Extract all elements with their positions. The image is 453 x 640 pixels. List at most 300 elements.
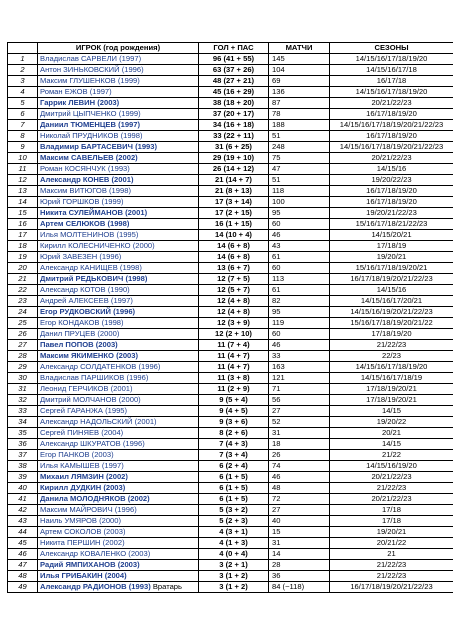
player-name: Александр ШКУРАТОВ: [40, 439, 121, 448]
table-row: [8, 230, 453, 241]
player-cell: [38, 318, 199, 329]
table-row: [8, 153, 453, 164]
table-row: [8, 76, 453, 87]
goals-assists-cell: 63 (37 + 26): [199, 65, 269, 76]
player-cell: [38, 296, 199, 307]
matches-cell: 46: [269, 230, 330, 241]
player-cell: [38, 186, 199, 197]
goals-assists-cell: 8 (2 + 6): [199, 428, 269, 439]
player-birth-year: (2003): [103, 527, 126, 536]
player-cell: [38, 230, 199, 241]
goals-assists-cell: 4 (3 + 1): [199, 527, 269, 538]
row-number: 13: [8, 186, 38, 197]
player-cell: [38, 65, 199, 76]
seasons-cell: 17/18/19/20/21: [330, 384, 453, 395]
row-number: 45: [8, 538, 38, 549]
player-birth-year: (2002): [102, 538, 125, 547]
matches-cell: 27: [269, 406, 330, 417]
player-cell: [38, 307, 199, 318]
goals-assists-cell: 6 (1 + 5): [199, 472, 269, 483]
goals-assists-cell: 14 (6 + 8): [199, 241, 269, 252]
player-name: Владимир БАРТАСЕВИЧ: [40, 142, 133, 151]
goals-assists-cell: 14 (10 + 4): [199, 230, 269, 241]
player-name: Павел ПОПОВ: [40, 340, 94, 349]
table-row: [8, 329, 453, 340]
player-birth-year: (1998): [125, 274, 148, 283]
matches-cell: 47: [269, 164, 330, 175]
goals-assists-cell: 21 (8 + 13): [199, 186, 269, 197]
player-name: Илья КАМЫШЕВ: [40, 461, 100, 470]
row-number: 27: [8, 340, 38, 351]
matches-cell: 60: [269, 263, 330, 274]
goals-assists-cell: 11 (4 + 7): [199, 362, 269, 373]
player-name: Данил ПРУЦЕВ: [40, 329, 96, 338]
player-name: Максим МАЙРОВИЧ: [40, 505, 113, 514]
seasons-cell: 14/15/20/21: [330, 230, 453, 241]
player-birth-year: (1995): [116, 230, 139, 239]
goals-assists-cell: 13 (6 + 7): [199, 263, 269, 274]
row-number: 28: [8, 351, 38, 362]
player-birth-year: (1996): [138, 362, 161, 371]
player-cell: [38, 527, 199, 538]
matches-cell: 60: [269, 219, 330, 230]
player-name: Кирилл ДУДКИН: [40, 483, 102, 492]
goals-assists-cell: 37 (20 + 17): [199, 109, 269, 120]
player-name: Даниил ТЮМЕНЦЕВ: [40, 120, 116, 129]
goals-assists-cell: 3 (1 + 2): [199, 582, 269, 593]
row-number: 5: [8, 98, 38, 109]
table-row: [8, 98, 453, 109]
player-birth-year: (2000): [118, 395, 141, 404]
seasons-cell: 16/17/18/19/20: [330, 197, 453, 208]
player-birth-year: (1996): [113, 307, 136, 316]
row-number: 38: [8, 461, 38, 472]
row-number: 31: [8, 384, 38, 395]
goals-assists-cell: 48 (27 + 21): [199, 76, 269, 87]
player-cell: [38, 263, 199, 274]
player-name: Александр НАДОЛЬСКИЙ: [40, 417, 133, 426]
row-number: 12: [8, 175, 38, 186]
matches-cell: 113: [269, 274, 330, 285]
goals-assists-cell: 11 (4 + 7): [199, 351, 269, 362]
seasons-cell: 17/18: [330, 516, 453, 527]
player-name: Александр СОЛДАТЕНКОВ: [40, 362, 137, 371]
seasons-cell: 21/22: [330, 450, 453, 461]
player-name: Максим САВЕЛЬЕВ: [40, 153, 114, 162]
player-name: Егор КОНДАКОВ: [40, 318, 100, 327]
player-name: Сергей ПИНЯЕВ: [40, 428, 100, 437]
goals-assists-cell: 11 (2 + 9): [199, 384, 269, 395]
seasons-cell: 17/18/19: [330, 241, 453, 252]
player-name: Александр КАНИЩЕВ: [40, 263, 118, 272]
player-cell: [38, 329, 199, 340]
matches-cell: 28: [269, 560, 330, 571]
table-row: [8, 450, 453, 461]
player-name: Никита ПЕРШИН: [40, 538, 101, 547]
matches-cell: 51: [269, 175, 330, 186]
table-row: [8, 373, 453, 384]
matches-cell: 15: [269, 527, 330, 538]
row-number: 15: [8, 208, 38, 219]
goals-assists-cell: 38 (18 + 20): [199, 98, 269, 109]
player-cell: [38, 120, 199, 131]
goals-assists-cell: 11 (7 + 4): [199, 340, 269, 351]
player-birth-year: (2003): [128, 549, 151, 558]
player-name: Егор ПАНКОВ: [40, 450, 90, 459]
seasons-cell: 21/22/23: [330, 483, 453, 494]
player-birth-year: (2003): [97, 98, 120, 107]
seasons-cell: 21/22/23: [330, 560, 453, 571]
seasons-cell: 16/17/18/19/20/21/22/23: [330, 274, 453, 285]
player-name: Максим ЯКИМЕНКО: [40, 351, 114, 360]
row-number: 23: [8, 296, 38, 307]
seasons-cell: 21/22/23: [330, 340, 453, 351]
player-cell: [38, 54, 199, 65]
goals-assists-cell: 3 (1 + 2): [199, 571, 269, 582]
player-cell: [38, 241, 199, 252]
player-birth-year: (1998): [109, 186, 131, 195]
player-name: Артем СЕЛЮКОВ: [40, 219, 106, 228]
row-number: 35: [8, 428, 38, 439]
player-cell: [38, 87, 199, 98]
row-number: 26: [8, 329, 38, 340]
matches-cell: 104: [269, 65, 330, 76]
matches-cell: 48: [269, 483, 330, 494]
matches-cell: 51: [269, 131, 330, 142]
seasons-cell: 20/21/22/23: [330, 472, 453, 483]
goals-assists-cell: 34 (16 + 18): [199, 120, 269, 131]
matches-cell: 33: [269, 351, 330, 362]
player-cell: [38, 219, 199, 230]
player-birth-year: (1996): [114, 505, 137, 514]
player-cell: [38, 395, 199, 406]
player-name: Артем СОКОЛОВ: [40, 527, 102, 536]
player-stats-table: [7, 42, 453, 593]
player-birth-year: (2003): [116, 351, 139, 360]
table-row: [8, 384, 453, 395]
matches-cell: 46: [269, 472, 330, 483]
matches-cell: 100: [269, 197, 330, 208]
goals-assists-cell: 9 (3 + 6): [199, 417, 269, 428]
player-birth-year: (2002): [127, 494, 150, 503]
row-number: 1: [8, 54, 38, 65]
matches-cell: 188: [269, 120, 330, 131]
row-number: 29: [8, 362, 38, 373]
goals-assists-cell: 12 (2 + 10): [199, 329, 269, 340]
row-number: 40: [8, 483, 38, 494]
player-birth-year: (1993): [107, 164, 130, 173]
player-birth-year: (1999): [101, 197, 124, 206]
player-name: Александр КОТОВ: [40, 285, 106, 294]
row-number: 34: [8, 417, 38, 428]
goals-assists-cell: 12 (7 + 5): [199, 274, 269, 285]
row-number: 7: [8, 120, 38, 131]
player-name: Антон ЗИНЬКОВСКИЙ: [40, 65, 120, 74]
goals-assists-cell: 4 (0 + 4): [199, 549, 269, 560]
player-cell: [38, 131, 199, 142]
player-birth-year: (1997): [101, 461, 124, 470]
matches-cell: 14: [269, 549, 330, 560]
player-name: Илья ГРИБАКИН: [40, 571, 103, 580]
goals-assists-cell: 31 (6 + 25): [199, 142, 269, 153]
row-number: 48: [8, 571, 38, 582]
row-number: 24: [8, 307, 38, 318]
row-number: 43: [8, 516, 38, 527]
table-row: [8, 505, 453, 516]
table-row: [8, 274, 453, 285]
player-birth-year: (1999): [118, 109, 141, 118]
seasons-cell: 16/17/18: [330, 76, 453, 87]
seasons-cell: 14/15/16: [330, 285, 453, 296]
table-row: [8, 527, 453, 538]
player-birth-year: (2001): [134, 417, 157, 426]
player-name: Сергей ГАРАНЖА: [40, 406, 103, 415]
seasons-cell: 14/15/16/17/18/19/20: [330, 87, 453, 98]
player-birth-year: (1996): [126, 373, 149, 382]
seasons-cell: 14/15/16: [330, 164, 453, 175]
seasons-cell: 20/21: [330, 428, 453, 439]
player-name: Максим ВИТЮГОВ: [40, 186, 107, 195]
matches-cell: 84 (~118): [269, 582, 330, 593]
goals-assists-cell: 12 (3 + 9): [199, 318, 269, 329]
player-birth-year: (1998): [119, 263, 142, 272]
table-row: [8, 318, 453, 329]
player-cell: [38, 417, 199, 428]
matches-cell: 27: [269, 505, 330, 516]
goals-assists-cell: 5 (3 + 2): [199, 505, 269, 516]
row-number: 21: [8, 274, 38, 285]
table-row: [8, 494, 453, 505]
player-name: Никита СУЛЕЙМАНОВ: [40, 208, 124, 217]
row-number: 20: [8, 263, 38, 274]
player-cell: [38, 142, 199, 153]
player-birth-year: (2002): [115, 153, 138, 162]
matches-cell: 61: [269, 285, 330, 296]
row-number: 46: [8, 549, 38, 560]
table-row: [8, 351, 453, 362]
seasons-cell: 14/15/16/17/18: [330, 65, 453, 76]
matches-cell: 121: [269, 373, 330, 384]
goals-assists-cell: 9 (5 + 4): [199, 395, 269, 406]
header-number: [8, 43, 38, 54]
player-cell: [38, 428, 199, 439]
table-row: [8, 54, 453, 65]
row-number: 18: [8, 241, 38, 252]
table-row: [8, 461, 453, 472]
player-name: Михаил ЛЯМЗИН: [40, 472, 104, 481]
player-cell: [38, 373, 199, 384]
seasons-cell: 20/21/22/23: [330, 153, 453, 164]
matches-cell: 56: [269, 395, 330, 406]
seasons-cell: 19/20/22: [330, 417, 453, 428]
row-number: 42: [8, 505, 38, 516]
seasons-cell: 14/15/16/17/18/19: [330, 373, 453, 384]
table-row: [8, 197, 453, 208]
player-birth-year: (2002): [105, 472, 128, 481]
row-number: 33: [8, 406, 38, 417]
table-row: [8, 241, 453, 252]
goals-assists-cell: 12 (5 + 7): [199, 285, 269, 296]
goals-assists-cell: 45 (16 + 29): [199, 87, 269, 98]
player-name: Кирилл КОЛЕСНИЧЕНКО: [40, 241, 131, 250]
matches-cell: 71: [269, 384, 330, 395]
player-cell: [38, 274, 199, 285]
seasons-cell: 19/20/22/23: [330, 175, 453, 186]
seasons-cell: 15/16/17/18/19/20/21: [330, 263, 453, 274]
player-birth-year: (2003): [95, 340, 118, 349]
table-row: [8, 428, 453, 439]
matches-cell: 46: [269, 340, 330, 351]
goals-assists-cell: 7 (3 + 4): [199, 450, 269, 461]
table-row: [8, 131, 453, 142]
player-birth-year: (1998): [120, 131, 143, 140]
player-name: Максим ГЛУШЕНКОВ: [40, 76, 116, 85]
table-row: [8, 164, 453, 175]
player-name: Дмитрий РЕДЬКОВИЧ: [40, 274, 124, 283]
player-cell: [38, 516, 199, 527]
goals-assists-cell: 12 (4 + 8): [199, 307, 269, 318]
matches-cell: 18: [269, 439, 330, 450]
table-row: [8, 175, 453, 186]
row-number: 9: [8, 142, 38, 153]
seasons-cell: 19/20/21: [330, 527, 453, 538]
seasons-cell: 15/16/17/18/21/22/23: [330, 219, 453, 230]
table-row: [8, 571, 453, 582]
table-body: [8, 54, 453, 593]
player-cell: [38, 351, 199, 362]
goals-assists-cell: 29 (19 + 10): [199, 153, 269, 164]
matches-cell: 95: [269, 208, 330, 219]
player-cell: [38, 406, 199, 417]
player-birth-year: (2000): [132, 241, 155, 250]
matches-cell: 72: [269, 494, 330, 505]
goals-assists-cell: 6 (2 + 4): [199, 461, 269, 472]
player-birth-year: (1997): [89, 87, 112, 96]
player-cell: [38, 472, 199, 483]
table-row: [8, 109, 453, 120]
seasons-cell: 14/15/16/17/18/19/20: [330, 54, 453, 65]
player-cell: [38, 98, 199, 109]
row-number: 8: [8, 131, 38, 142]
row-number: 19: [8, 252, 38, 263]
goals-assists-cell: 9 (4 + 5): [199, 406, 269, 417]
goals-assists-cell: 26 (14 + 12): [199, 164, 269, 175]
player-name: Андрей АЛЕКСЕЕВ: [40, 296, 109, 305]
seasons-cell: 16/17/18/19/20: [330, 186, 453, 197]
table-row: [8, 186, 453, 197]
table-row: [8, 208, 453, 219]
seasons-cell: 16/17/18/19/20: [330, 131, 453, 142]
matches-cell: 36: [269, 571, 330, 582]
row-number: 36: [8, 439, 38, 450]
player-name: Александр КОНЕВ: [40, 175, 110, 184]
player-birth-year: (2004): [101, 428, 124, 437]
table-row: [8, 296, 453, 307]
table-row: [8, 560, 453, 571]
header-matches: МАТЧИ: [269, 43, 330, 54]
player-birth-year: (2000): [99, 516, 122, 525]
player-birth-year: (1996): [122, 439, 145, 448]
player-name: Данила МОЛОДНЯКОВ: [40, 494, 126, 503]
goals-assists-cell: 17 (2 + 15): [199, 208, 269, 219]
player-name: Леонид ГЕРЧИКОВ: [40, 384, 109, 393]
player-birth-year: (2004): [104, 571, 127, 580]
goals-assists-cell: 6 (1 + 5): [199, 494, 269, 505]
row-number: 25: [8, 318, 38, 329]
table-row: [8, 263, 453, 274]
player-birth-year: (1998): [107, 219, 130, 228]
row-number: 30: [8, 373, 38, 384]
table-row: [8, 549, 453, 560]
player-birth-year: (1993): [135, 142, 158, 151]
player-birth-year: (1993): [128, 582, 151, 591]
player-cell: [38, 505, 199, 516]
table-row: [8, 538, 453, 549]
stats-sheet: [7, 42, 453, 593]
player-name: Владислав ПАРШИКОВ: [40, 373, 125, 382]
matches-cell: 31: [269, 428, 330, 439]
header-row: [8, 43, 453, 54]
table-row: [8, 582, 453, 593]
row-number: 22: [8, 285, 38, 296]
player-name: Николай ПРУДНИКОВ: [40, 131, 119, 140]
seasons-cell: 14/15/16/17/20/21: [330, 296, 453, 307]
player-cell: [38, 362, 199, 373]
table-row: [8, 65, 453, 76]
player-cell: [38, 197, 199, 208]
goals-assists-cell: 14 (6 + 8): [199, 252, 269, 263]
player-name: Егор РУДКОВСКИЙ: [40, 307, 111, 316]
row-number: 14: [8, 197, 38, 208]
table-row: [8, 142, 453, 153]
row-number: 16: [8, 219, 38, 230]
row-number: 32: [8, 395, 38, 406]
seasons-cell: 14/15/16/17/18/19/20/21/22/23: [330, 142, 453, 153]
table-row: [8, 362, 453, 373]
table-row: [8, 483, 453, 494]
player-cell: [38, 340, 199, 351]
goals-assists-cell: 7 (4 + 3): [199, 439, 269, 450]
player-birth-year: (2003): [117, 560, 140, 569]
player-birth-year: (1998): [101, 318, 124, 327]
table-row: [8, 285, 453, 296]
player-birth-year: (2000): [97, 329, 120, 338]
player-birth-year: (1996): [99, 252, 122, 261]
player-cell: [38, 439, 199, 450]
player-birth-year: (1997): [119, 54, 142, 63]
goals-assists-cell: 21 (14 + 7): [199, 175, 269, 186]
row-number: 2: [8, 65, 38, 76]
row-number: 49: [8, 582, 38, 593]
matches-cell: 118: [269, 186, 330, 197]
seasons-cell: 17/18: [330, 505, 453, 516]
seasons-cell: 20/21/22: [330, 538, 453, 549]
row-number: 10: [8, 153, 38, 164]
matches-cell: 87: [269, 98, 330, 109]
table-row: [8, 219, 453, 230]
header-seasons: СЕЗОНЫ: [330, 43, 453, 54]
row-number: 11: [8, 164, 38, 175]
player-birth-year: (1990): [107, 285, 130, 294]
player-cell: [38, 109, 199, 120]
matches-cell: 163: [269, 362, 330, 373]
matches-cell: 40: [269, 516, 330, 527]
player-cell: [38, 175, 199, 186]
seasons-cell: 14/15/16/19/20/21/22/23: [330, 307, 453, 318]
goals-assists-cell: 12 (4 + 8): [199, 296, 269, 307]
player-cell: [38, 450, 199, 461]
goals-assists-cell: 5 (2 + 3): [199, 516, 269, 527]
